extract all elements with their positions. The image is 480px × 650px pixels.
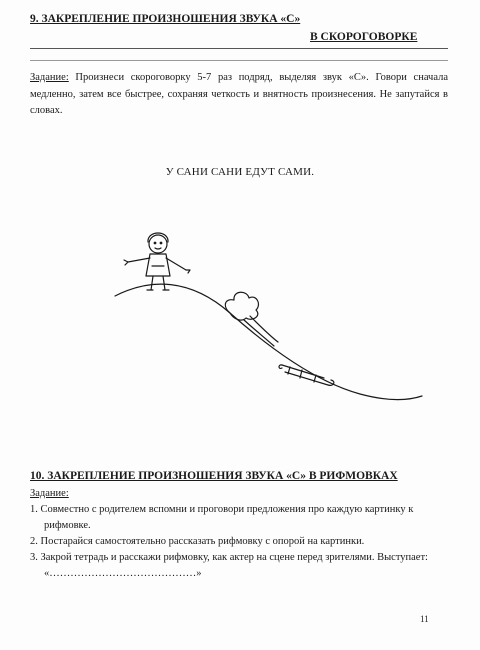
page-number: 11 [420, 614, 429, 624]
task-text: Произнеси скороговорку 5-7 раз подряд, выделяя звук «С». Говори сначала медленно, затем все быстрее, сохраняя четкость и внятность произнесения. Не запутайся в словах. [30, 72, 448, 116]
blank-line [30, 48, 448, 49]
section-9-title: 9. ЗАКРЕПЛЕНИЕ ПРОИЗНОШЕНИЯ ЗВУКА «С» [30, 13, 301, 25]
snow-cloud [225, 292, 278, 346]
task-item: 3. Закрой тетрадь и расскажи рифмовку, как актер на сцене перед зрителями. Выступает: «……………………………………» [30, 552, 428, 579]
section-9-title-right: В СКОРОГОВОРКЕ [310, 31, 418, 43]
section-10-title: 10. ЗАКРЕПЛЕНИЕ ПРОИЗНОШЕНИЯ ЗВУКА «С» В РИФМОВКАХ [30, 470, 398, 482]
section-9-task [30, 70, 448, 120]
tongue-twister: У САНИ САНИ ЕДУТ САМИ. [165, 166, 315, 178]
task-label: Задание: [30, 488, 69, 499]
child-figure [124, 233, 190, 290]
blank-line [30, 60, 448, 61]
task-label: Задание: [30, 72, 69, 83]
sled [279, 365, 334, 386]
task-item: 1. Совместно с родителем вспомни и проговори предложения про каждую картинку к рифмовке. [30, 504, 414, 531]
sledding-illustration [110, 218, 430, 418]
section-10-task [30, 486, 450, 582]
task-item: 2. Постарайся самостоятельно рассказать рифмовку с опорой на картинки. [30, 536, 365, 547]
